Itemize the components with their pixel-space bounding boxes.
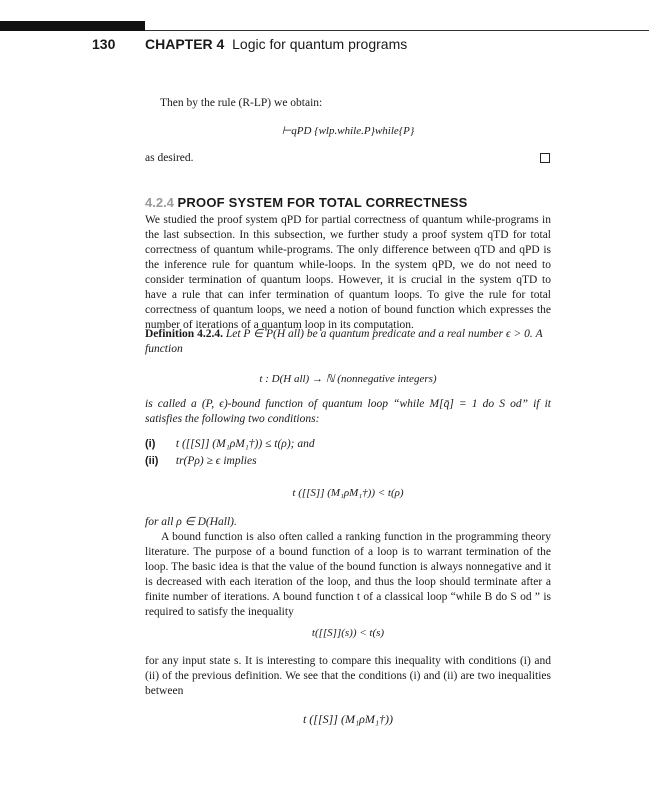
bound-formula: t ([[S]] (M₁ρM₁†)) < t(ρ) xyxy=(292,487,404,499)
section-title: PROOF SYSTEM FOR TOTAL CORRECTNESS xyxy=(177,195,468,210)
condition-2 xyxy=(145,455,257,467)
definition-head: Definition 4.2.4. xyxy=(145,328,223,340)
definition-text: Let P ∈ P(H all) be a quantum predicate and a real number ϵ > 0. A function xyxy=(145,328,543,355)
classical-inequality: t([[S]](s)) < t(s) xyxy=(311,627,385,639)
paragraph-1: We studied the proof system qPD for partial correctness of quantum while-programs in the last subsection. In this subsection, we further study a proof system qTD for total correctness of quantum while-programs. The only difference between qTD and qPD is the inference rule for quantum while-loops. In the system qPD, we do not need to consider termination of quantum loops. However, it is crucial in the system qTD to have a rule that can infer termination of quantum loops. To give the rule for total correctness of quantum loops, we need a notion of bound function which expresses the number of iterations of a quantum loop in its computation. xyxy=(145,214,551,331)
paragraph-3: for any input state s. It is interesting to compare this inequality with conditions (i) and (ii) of the previous definition. We see that the conditions (i) and (ii) are two inequalities between xyxy=(145,655,551,697)
definition-block xyxy=(145,327,551,357)
section-heading xyxy=(145,195,467,210)
definition-text-2: is called a (P, ϵ)-bound function of quantum loop “while M[q̄] = 1 do S od” if it satisfies the following two conditions: xyxy=(145,398,551,425)
condition-2-label: (ii) xyxy=(145,455,159,467)
section-number: 4.2.4 xyxy=(145,195,174,210)
condition-1-label: (i) xyxy=(145,438,156,450)
condition-1 xyxy=(145,438,315,450)
function-formula: t : D(H all) → ℕ (nonnegative integers) xyxy=(259,373,437,385)
header-bar xyxy=(0,21,145,31)
forall-line: for all ρ ∈ D(Hall). xyxy=(145,516,237,528)
condition-1-text: t ([[S]] (M₁ρM₁†)) ≤ t(ρ); and xyxy=(175,438,315,450)
page-number: 130 xyxy=(92,36,116,52)
condition-2-text: tr(Pρ) ≥ ϵ implies xyxy=(175,455,257,467)
as-desired: as desired. xyxy=(145,152,194,164)
paragraph-2: A bound function is also often called a ranking function in the programming theory literature. The purpose of a bound function of a loop is to warrant termination of the loop. The basic idea is that the value of the bound function is always nonnegative and it is decreased with each iteration of the loop, and thus the loop should terminate after a finite number of iterations. A bound function t of a classical loop “while B do S od ” is required to satisfy the inequality xyxy=(145,531,551,618)
header-rule xyxy=(145,30,649,31)
running-head xyxy=(145,36,407,52)
chapter-label: CHAPTER 4 xyxy=(145,36,225,52)
final-formula: t ([[S]] (M₁ρM₁†)) xyxy=(302,712,394,726)
chapter-title: Logic for quantum programs xyxy=(232,36,408,52)
wlp-formula: ⊢qPD {wlp.while.P}while{P} xyxy=(281,125,415,137)
intro-line: Then by the rule (R-LP) we obtain: xyxy=(160,97,323,109)
qed-icon xyxy=(540,153,550,163)
